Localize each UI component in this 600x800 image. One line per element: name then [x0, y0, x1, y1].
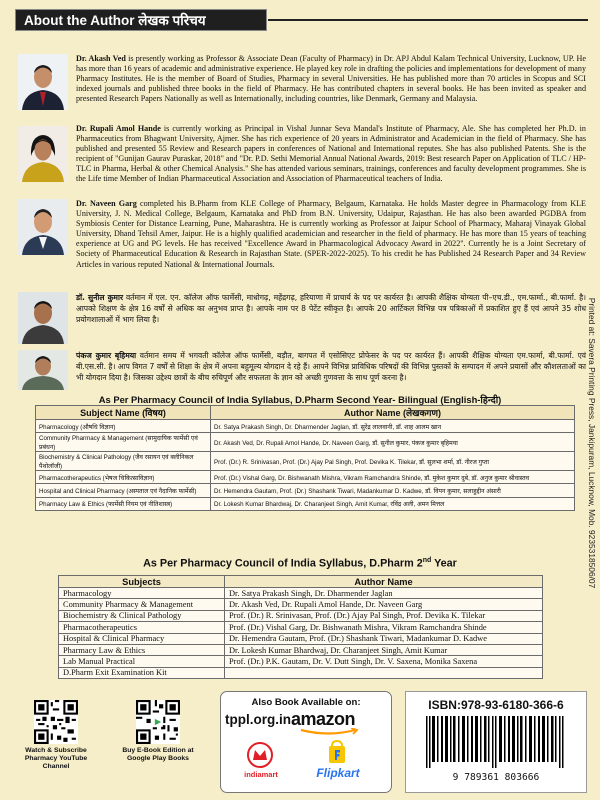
title-prefix: As Per Pharmacy Council of India Syllabus, D.Pharm 2 [143, 557, 423, 570]
youtube-qr-caption: Watch & Subscribe Pharmacy YouTube Channel [24, 747, 88, 770]
author-bio [76, 199, 586, 270]
subject-cell: Lab Manual Practical [59, 656, 225, 667]
availability-box [220, 691, 392, 793]
author-cell: Dr. Akash Ved, Dr. Rupali Amol Hande, Dr. Naveen Garg, डॉ. सुनील कुमार, पंकज कुमार बृहिमया [211, 433, 575, 452]
subject-cell: Pharmacotherapeutics (भेषज चिकित्साविज्ञान) [36, 471, 211, 484]
title-suffix: Year [431, 557, 457, 570]
author-photo [18, 292, 68, 344]
subject-cell: Community Pharmacy & Management [59, 599, 225, 610]
english-table-title [0, 557, 600, 570]
table-row [59, 622, 543, 633]
table-row [36, 497, 575, 510]
author-cell: Dr. Lokesh Kumar Bhardwaj, Dr. Charanjeet Singh, Amit Kumar, रविंद्र अली, अमन मित्तल [211, 497, 575, 510]
author-block-pankaj-kumar [14, 350, 586, 388]
subject-cell: Pharmacology (औषधि विज्ञान) [36, 420, 211, 433]
table-row [36, 420, 575, 433]
subject-cell: Hospital and Clinical Pharmacy (अस्पताल एवं नैदानिक फार्मेसी) [36, 484, 211, 497]
author-photo [18, 350, 68, 390]
author-cell: Dr. Satya Prakash Singh, Dr. Dharmender Jaglan [225, 588, 543, 599]
table-row [59, 599, 543, 610]
subject-cell: Biochemistry & Clinical Pathology (जैव रसायन एवं क्लीनिकल पैथोलॉजी) [36, 452, 211, 471]
barcode-graphic [418, 716, 578, 774]
bilingual-table-title: As Per Pharmacy Council of India Syllabus, D.Pharm Second Year- Bilingual (English-हिन्दी) [98, 394, 502, 405]
author-bio [76, 350, 586, 383]
subject-cell: Community Pharmacy & Management (सामुदायिक फार्मेसी एवं प्रबंधन) [36, 433, 211, 452]
google-play-qr-caption: Buy E-Book Edition at Google Play Books [122, 747, 194, 762]
author-block-rupali-hande [14, 124, 586, 188]
printer-imprint-text: Printed at: Savera Printing Press, Jankipuram, Lucknow, Mob. 9235318506/07 [587, 297, 597, 589]
printer-imprint [586, 258, 598, 628]
author-cell: Prof. (Dr.) P.K. Gautam, Dr. V. Dutt Singh, Dr. V. Saxena, Monika Saxena [225, 656, 543, 667]
barcode-digits: 9 789361 803666 [452, 772, 540, 783]
column-header-author: Author Name [225, 576, 543, 588]
subject-cell: Pharmacotherapeutics [59, 622, 225, 633]
subject-cell: Hospital & Clinical Pharmacy [59, 633, 225, 644]
column-header-subjects: Subjects [59, 576, 225, 588]
indiamart-logo-icon[interactable] [247, 742, 273, 768]
column-header-subject: Subject Name (विषय) [36, 406, 211, 420]
author-name: डॉ. सुनील कुमार [76, 293, 124, 302]
author-cell: Prof. (Dr.) Vishal Garg, Dr. Bishwanath Mishra, Vikram Ramchandra Shinde [225, 622, 543, 633]
subject-cell: Biochemistry & Clinical Pathology [59, 610, 225, 621]
table-row [59, 588, 543, 599]
google-play-qr-code[interactable] [136, 700, 180, 744]
bilingual-books-table [35, 405, 575, 511]
author-cell: Dr. Hemendra Gautam, Prof. (Dr.) Shashank Tiwari, Madankumar D. Kadwe, डॉ. विपन कुमार, सलाहुद्दीन अंसारी [211, 484, 575, 497]
table-row [59, 667, 543, 678]
column-header-author: Author Name (लेखकगण) [211, 406, 575, 420]
amazon-logo[interactable] [291, 709, 389, 730]
author-photo [18, 126, 68, 182]
section-title: About the Author लेखक परिचय [15, 9, 267, 31]
amazon-wordmark: amazon [291, 709, 356, 729]
author-name: Dr. Akash Ved [76, 54, 126, 63]
website-link[interactable]: tppl.org.in [225, 712, 291, 727]
author-bio-text: completed his B.Pharm from KLE College of Pharmacy, Belgaum, Karnataka. He holds Master degree in Pharmacology from KLE University, J. N. Medical College, Belgaum, Karnataka and PhD from B.N. University, Udaipur, Rajasthan. He has also been awarded PGDBA from Symbiosis Center for Distance Learning, Pune, Maharashtra. He is currently working as Professor at Jaipur School of Pharmacy, Maharaj Vinayak Global University, Dhand Tehsil Amer, Jaipur. He is a highly qualified academician and researcher in the field of pharmacy. He has more than 15 years of teaching experience at UG and PG levels. He has received "Excellence Award in Pharmacological Advocacy Award in 2022". Currently he is a Joint Secretary of Society of Pharmaceutical Education & Research in Rajasthan State. (SPER-2022-2025). To his credit he has Published 24 Research Paper and 34 Review Articles in various reputed National & International Journals. [76, 199, 586, 269]
indiamart-label: indiamart [244, 770, 278, 779]
header-rule [268, 19, 588, 21]
english-books-table [58, 575, 543, 679]
also-available-label: Also Book Available on: [251, 697, 361, 708]
author-name: Dr. Naveen Garg [76, 199, 137, 208]
author-bio [76, 124, 586, 185]
author-cell: Dr. Lokesh Kumar Bhardwaj, Dr. Charanjeet Singh, Amit Kumar [225, 644, 543, 655]
table-row [59, 644, 543, 655]
author-bio-text: वर्तमान समय में भगवती कॉलेज ऑफ फार्मेसी, बड़ौत, बागपत में एसोसिएट प्रोफेसर के पद पर कार्यरत हैं। आपकी शैक्षिक योग्यता एम.फार्मा, बी.फार्मा. एवं बी.एस.सी. है। आप विगत 7 वर्षों से शिक्षा के क्षेत्र में अपना बहुमूल्य योगदान दे रहे हैं। आपने विभिन्न प्राविधिक परिषदों की विभिन्न पुस्तकों के सम्पादन में अपने प्रयासों और कौशलताओं का भी योगदान दिया है। जिसका उद्देश्य छात्रों के बीच रुचिपूर्ण और सफलता के ज्ञान को अच्छी गुणवत्ता के साथ पूर्ण करना है। [76, 351, 586, 382]
table-row [59, 656, 543, 667]
title-superscript: nd [422, 557, 432, 564]
table-row [36, 452, 575, 471]
table-row [36, 471, 575, 484]
author-bio [76, 54, 586, 104]
author-block-sunil-kumar [14, 292, 586, 344]
author-cell: Prof. (Dr.) R. Srinivasan, Prof. (Dr.) Ajay Pal Singh, Prof. Devika K. Tilekar [225, 610, 543, 621]
about-author-header [0, 6, 600, 34]
author-cell: Dr. Satya Prakash Singh, Dr. Dharmender Jaglan, डॉ. सुरेंद्र लालवानी, डॉ. शाह आलम खान [211, 420, 575, 433]
table-row [36, 484, 575, 497]
subject-cell: Pharmacy Law & Ethics [59, 644, 225, 655]
subject-cell: Pharmacology [59, 588, 225, 599]
author-cell: Prof. (Dr.) R. Srinivasan, Prof. (Dr.) Ajay Pal Singh, Prof. Devika K. Tilekar, डॉ. सुलभा शर्मा, डॉ. नीरज गुप्ता [211, 452, 575, 471]
author-bio [76, 292, 586, 325]
author-cell: Prof. (Dr.) Vishal Garg, Dr. Bishwanath Mishra, Vikram Ramchandra Shinde, डॉ. मुकेश कुमार दुबे, डॉ. अनुज कुमार श्रीवास्तव [211, 471, 575, 484]
author-bio-text: वर्तमान में एल. एन. कॉलेज ऑफ फार्मेसी, माधोगढ़, महेंद्रगढ़, हरियाणा में प्राचार्य के पद पर कार्यरत है। आपकी शैक्षिक योग्यता पी–एच.डी., एम.फार्मा., बी.फार्मा. है। आपको शिक्षण के क्षेत्र 16 वर्षों से अधिक का अनुभव प्राप्त है। आपके नाम पर 8 पेटेंट स्वीकृत है। आपके 20 आर्टिकल विभिन्न पत्र पत्रिकाओं में प्रकाशित हुए हैं एवं आपने 35 शोध प्रयोगशालाओं में भाग लिया है। [76, 293, 586, 324]
amazon-smile-icon [299, 728, 361, 736]
author-cell: Dr. Akash Ved, Dr. Rupali Amol Hande, Dr. Naveen Garg [225, 599, 543, 610]
author-cell [225, 667, 543, 678]
author-name: पंकज कुमार बृहिमया [76, 351, 137, 360]
author-cell: Dr. Hemendra Gautam, Prof. (Dr.) Shashank Tiwari, Madankumar D. Kadwe [225, 633, 543, 644]
author-photo [18, 199, 68, 255]
author-name: Dr. Rupali Amol Hande [76, 124, 161, 133]
table-header-row [59, 576, 543, 588]
author-block-naveen-garg [14, 199, 586, 285]
isbn-number: ISBN:978-93-6180-366-6 [428, 698, 564, 712]
author-bio-text: is presently working as Professor & Associate Dean (Faculty of Pharmacy) in Dr. APJ Abdul Kalam Technical University, Lucknow, UP. He has more than 16 years of academic and administrative experience. He played key role in drafting the policies and implementations for development of many Pharmacy Institutes. He is the member of Board of Studies, Pharmacy in several Universities. He has published more than 70 articles in Scopus and SCI indexed journals and published three books in the field of Pharmacy. He has contributed chapters in several books. He has been invited as speaker and presented Research Papers Nationally as well as Internationally, including countries, like Denmark, Germany and Malaysia. [76, 54, 586, 104]
table-row [59, 610, 543, 621]
author-bio-text: is currently working as Principal in Vishal Junnar Seva Mandal's Institute of Pharmacy, Ale. She has completed her Ph.D. in Pharmaceutics from Bhagwant University, Ajmer. She has rich experience of 20 years in Administrator and Academician in the field of Pharmacy. She has published and presented 55 Review and Research papers in conferences of National and International reputes. She has also published Patents. She is the recipient of "Gunijan Gaurav Puraskar, 2018" and "Dr. P.D. Sethi Memorial Annual National Awards, 2019: Best research Paper on Application of TLC / HP- TLC in Pharma, Herbal & other Chemical Analysis." She has attended various seminars, trainings, conferences and faculty development programmes. She is the Life time Member of Indian Pharmaceutical Association and Association of Pharmaceutical teachers of India. [76, 124, 586, 184]
subject-cell: D.Pharm Exit Examination Kit [59, 667, 225, 678]
isbn-barcode-box [405, 691, 587, 793]
author-block-akash-ved [14, 54, 586, 116]
table-row [36, 433, 575, 452]
flipkart-label: Flipkart [316, 766, 360, 780]
author-photo [18, 54, 68, 110]
table-row [59, 633, 543, 644]
youtube-qr-code[interactable] [34, 700, 78, 744]
flipkart-logo-icon[interactable] [327, 740, 347, 764]
subject-cell: Pharmacy Law & Ethics (फार्मेसी नियम एवं नीतिशास्त्र) [36, 497, 211, 510]
table-header-row [36, 406, 575, 420]
